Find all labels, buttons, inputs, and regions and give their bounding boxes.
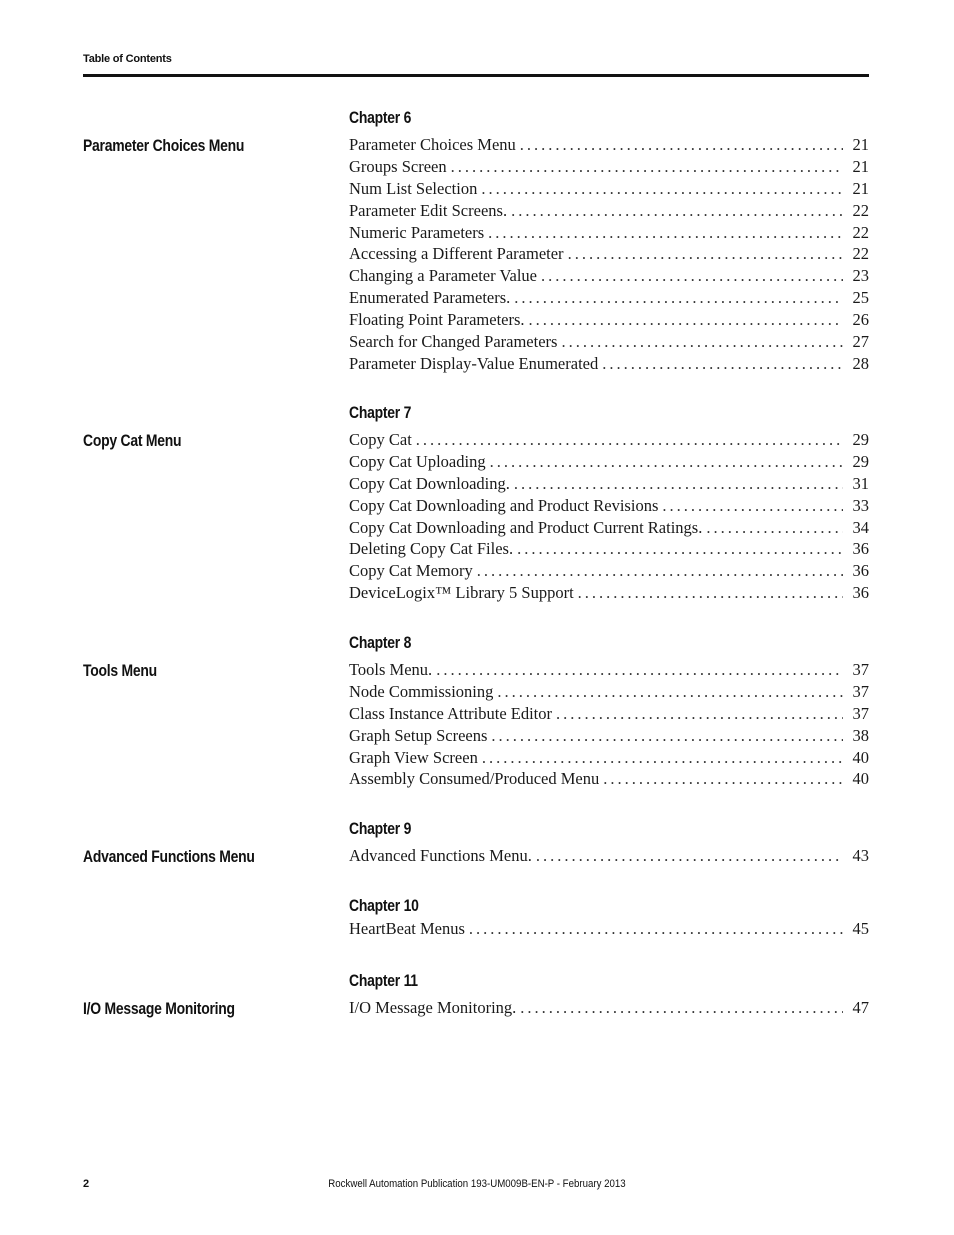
toc-entry[interactable] — [349, 331, 869, 353]
dot-leader — [490, 451, 843, 473]
toc-entry-title: Tools Menu. — [349, 660, 433, 679]
dot-leader — [578, 582, 843, 604]
toc-entry[interactable] — [349, 997, 869, 1019]
dot-leader — [491, 725, 843, 747]
dot-leader — [469, 918, 843, 940]
dot-leader — [514, 287, 843, 309]
toc-entry[interactable] — [349, 538, 869, 560]
toc-entry[interactable] — [349, 429, 869, 451]
toc-entry-page: 34 — [852, 517, 869, 537]
toc-entry[interactable] — [349, 517, 869, 539]
toc-entry-title: Enumerated Parameters. — [349, 288, 511, 308]
footer-page-number: 2 — [83, 1178, 90, 1190]
toc-entry[interactable] — [349, 495, 869, 517]
toc-entry[interactable] — [349, 768, 869, 790]
dot-leader — [662, 495, 843, 517]
footer-publication-text: Rockwell Automation Publication 193-UM009B-EN-P - February 2013 — [328, 1178, 626, 1190]
dot-leader — [436, 659, 843, 681]
dot-leader — [488, 222, 843, 244]
toc-entry-title: Accessing a Different Parameter — [349, 244, 564, 264]
toc-entry-page: 38 — [852, 725, 869, 745]
toc-entry[interactable] — [349, 582, 869, 604]
toc-entry-title: I/O Message Monitoring. — [349, 998, 517, 1017]
toc-entry-page: 21 — [852, 156, 869, 176]
toc-entry-list — [349, 918, 869, 940]
footer-publication — [0, 1178, 954, 1190]
toc-entry-page: 22 — [852, 200, 869, 220]
dot-leader — [514, 473, 843, 495]
dot-leader — [477, 560, 843, 582]
toc-entry-page: 21 — [852, 178, 869, 198]
toc-entry-title: Graph Setup Screens — [349, 725, 488, 745]
toc-entry-title: Node Commissioning — [349, 681, 494, 701]
toc-entry[interactable] — [349, 200, 869, 222]
section-title: Parameter Choices Menu — [83, 136, 245, 155]
dot-leader — [482, 747, 843, 769]
toc-entry-title: Floating Point Parameters. — [349, 310, 525, 330]
toc-entry-page: 47 — [852, 998, 869, 1017]
toc-entry[interactable] — [349, 222, 869, 244]
toc-entry-page: 33 — [852, 495, 869, 515]
toc-entry-page: 21 — [852, 135, 869, 154]
dot-leader — [517, 538, 843, 560]
toc-entry-list — [349, 429, 869, 604]
toc-entry-title: Assembly Consumed/Produced Menu — [349, 769, 600, 789]
dot-leader — [536, 845, 843, 867]
toc-entry-page: 27 — [852, 332, 869, 352]
dot-leader — [511, 200, 843, 222]
toc-entry-title: Num List Selection — [349, 178, 478, 198]
chapter-label: Chapter 7 — [349, 403, 412, 422]
toc-entry[interactable] — [349, 845, 869, 867]
dot-leader — [529, 309, 843, 331]
toc-entry-page: 45 — [852, 919, 869, 938]
chapter-label: Chapter 8 — [349, 633, 412, 652]
toc-entry[interactable] — [349, 681, 869, 703]
toc-entry-title: Copy Cat Memory — [349, 561, 473, 581]
dot-leader — [561, 331, 843, 353]
toc-entry-title: Groups Screen — [349, 156, 447, 176]
toc-entry[interactable] — [349, 659, 869, 681]
toc-entry-title: Numeric Parameters — [349, 222, 485, 242]
section-title: I/O Message Monitoring — [83, 999, 235, 1018]
toc-entry[interactable] — [349, 560, 869, 582]
toc-entry-page: 37 — [852, 660, 869, 679]
dot-leader — [451, 156, 843, 178]
toc-entry[interactable] — [349, 918, 869, 940]
toc-entry[interactable] — [349, 725, 869, 747]
section-title: Advanced Functions Menu — [83, 847, 255, 866]
chapter-label: Chapter 6 — [349, 108, 412, 127]
toc-entry-title: Class Instance Attribute Editor — [349, 703, 553, 723]
toc-entry-title: HeartBeat Menus — [349, 919, 465, 938]
toc-entry-page: 40 — [852, 769, 869, 789]
toc-entry-title: Copy Cat Downloading. — [349, 473, 510, 493]
toc-entry-list — [349, 659, 869, 790]
toc-entry-title: Advanced Functions Menu. — [349, 846, 532, 865]
dot-leader — [541, 265, 843, 287]
toc-entry-page: 29 — [852, 451, 869, 471]
toc-entry-page: 29 — [852, 430, 869, 449]
dot-leader — [520, 997, 843, 1019]
running-header: Table of Contents — [83, 53, 172, 65]
dot-leader — [706, 517, 843, 539]
toc-entry[interactable] — [349, 134, 869, 156]
dot-leader — [556, 703, 843, 725]
toc-entry-page: 43 — [852, 846, 869, 865]
toc-entry-page: 37 — [852, 703, 869, 723]
dot-leader — [568, 243, 843, 265]
toc-entry-title: Parameter Display-Value Enumerated — [349, 353, 599, 373]
toc-entry-page: 22 — [852, 244, 869, 264]
toc-entry-page: 36 — [852, 561, 869, 581]
toc-entry[interactable] — [349, 703, 869, 725]
toc-entry-page: 40 — [852, 747, 869, 767]
toc-entry-title: Copy Cat Downloading and Product Current Ratings. — [349, 517, 703, 537]
toc-entry-title: Copy Cat — [349, 430, 412, 449]
toc-entry-page: 22 — [852, 222, 869, 242]
chapter-label: Chapter 10 — [349, 896, 419, 915]
toc-entry-title: Graph View Screen — [349, 747, 478, 767]
toc-entry-list — [349, 845, 869, 867]
toc-entry-title: Search for Changed Parameters — [349, 332, 558, 352]
header-rule — [83, 74, 869, 77]
dot-leader — [602, 353, 843, 375]
toc-entry[interactable] — [349, 473, 869, 495]
toc-entry-list — [349, 997, 869, 1019]
toc-entry[interactable] — [349, 178, 869, 200]
chapter-label: Chapter 11 — [349, 971, 418, 990]
toc-entry-title: Parameter Edit Screens. — [349, 200, 508, 220]
toc-entry[interactable] — [349, 451, 869, 473]
toc-entry-page: 26 — [852, 310, 869, 330]
toc-entry-title: Changing a Parameter Value — [349, 266, 538, 286]
toc-entry[interactable] — [349, 747, 869, 769]
toc-entry-title: Deleting Copy Cat Files. — [349, 539, 514, 559]
toc-entry-page: 23 — [852, 266, 869, 286]
dot-leader — [481, 178, 843, 200]
toc-entry[interactable] — [349, 265, 869, 287]
toc-entry-title: Copy Cat Uploading — [349, 451, 486, 471]
toc-entry[interactable] — [349, 309, 869, 331]
toc-entry-page: 36 — [852, 539, 869, 559]
toc-entry-page: 36 — [852, 583, 869, 603]
section-title: Copy Cat Menu — [83, 431, 182, 450]
toc-entry[interactable] — [349, 156, 869, 178]
toc-entry-title: DeviceLogix™ Library 5 Support — [349, 583, 574, 603]
dot-leader — [416, 429, 843, 451]
toc-entry[interactable] — [349, 243, 869, 265]
toc-entry[interactable] — [349, 353, 869, 375]
toc-entry-title: Copy Cat Downloading and Product Revisions — [349, 495, 659, 515]
toc-entry-title: Parameter Choices Menu — [349, 135, 516, 154]
toc-entry-page: 28 — [852, 353, 869, 373]
toc-entry-page: 25 — [852, 288, 869, 308]
toc-entry-page: 37 — [852, 681, 869, 701]
toc-entry[interactable] — [349, 287, 869, 309]
dot-leader — [603, 768, 843, 790]
dot-leader — [520, 134, 843, 156]
section-title: Tools Menu — [83, 661, 157, 680]
toc-entry-list — [349, 134, 869, 375]
toc-entry-page: 31 — [852, 473, 869, 493]
dot-leader — [497, 681, 843, 703]
chapter-label: Chapter 9 — [349, 819, 412, 838]
